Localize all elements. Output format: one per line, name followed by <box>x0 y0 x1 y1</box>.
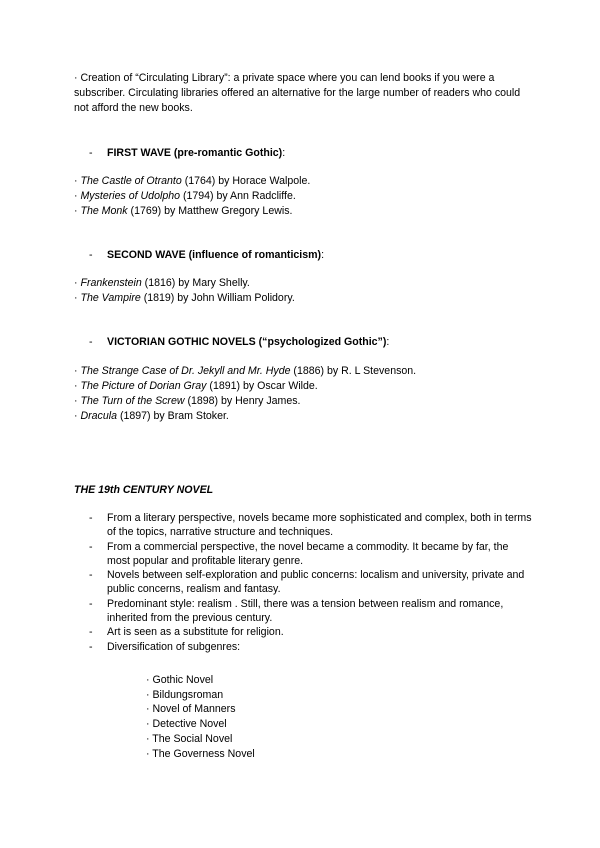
heading-dash: - <box>89 249 93 261</box>
list-item: - Novels between self-exploration and public concerns: localism and university, private and public concerns, realism and fantasy. <box>89 569 525 596</box>
list-item: · Bildungsroman <box>146 688 224 701</box>
list-item: · Detective Novel <box>146 718 227 731</box>
list-item: · Novel of Manners <box>146 703 236 716</box>
list-item: - From a commercial perspective, the novel became a commodity. It became by far, the most popular and profitable literary genre. <box>89 540 509 567</box>
list-item: - Art is seen as a substitute for religion. <box>89 626 284 639</box>
second-wave-heading: - SECOND WAVE (influence of romanticism): <box>89 249 325 261</box>
list-item: · The Turn of the Screw (1898) by Henry James. <box>74 395 301 407</box>
list-item: · Frankenstein (1816) by Mary Shelly. <box>74 277 250 289</box>
victorian-gothic-list <box>74 364 416 424</box>
list-item: · Dracula (1897) by Bram Stoker. <box>74 410 229 422</box>
heading-dash: - <box>89 147 93 159</box>
second-wave-list <box>74 276 295 306</box>
list-item: · Mysteries of Udolpho (1794) by Ann Radcliffe. <box>74 190 296 202</box>
list-item: · Gothic Novel <box>146 674 214 686</box>
list-item: - Diversification of subgenres: <box>89 640 241 653</box>
victorian-gothic-heading: - VICTORIAN GOTHIC NOVELS (“psychologized Gothic”): <box>89 336 390 348</box>
heading-text: VICTORIAN GOTHIC NOVELS (“psychologized Gothic”) <box>107 336 387 348</box>
heading-dash: - <box>89 336 93 348</box>
heading-text: SECOND WAVE (influence of romanticism) <box>107 249 322 261</box>
section-title: THE 19th CENTURY NOVEL <box>74 484 214 496</box>
list-item: · The Strange Case of Dr. Jekyll and Mr. Hyde (1886) by R. L Stevenson. <box>74 365 417 377</box>
list-item: · The Picture of Dorian Gray (1891) by Oscar Wilde. <box>74 380 318 392</box>
list-item: - Predominant style: realism . Still, there was a tension between realism and romance, inherited from the previous century. <box>89 597 504 625</box>
subgenres-list <box>146 673 255 761</box>
list-item: - From a literary perspective, novels became more sophisticated and complex, both in terms of the topics, narrative structure and techniques. <box>89 512 532 539</box>
novel-points-list <box>89 511 534 654</box>
list-item: · The Social Novel <box>146 732 233 745</box>
list-item: · The Castle of Otranto (1764) by Horace Walpole. <box>74 175 311 187</box>
list-item: · The Vampire (1819) by John William Polidory. <box>74 292 295 304</box>
first-wave-heading: - FIRST WAVE (pre-romantic Gothic): <box>89 147 286 159</box>
list-item: · The Monk (1769) by Matthew Gregory Lewis. <box>74 205 293 217</box>
first-wave-list <box>74 174 310 219</box>
intro-paragraph: · Creation of “Circulating Library”: a private space where you can lend books if you were a subscriber. Circulating libraries offered an alternative for the large number of readers who could not afford the new books. <box>74 72 521 114</box>
list-item: · The Governess Novel <box>146 747 255 760</box>
heading-text: FIRST WAVE (pre-romantic Gothic) <box>107 147 283 159</box>
